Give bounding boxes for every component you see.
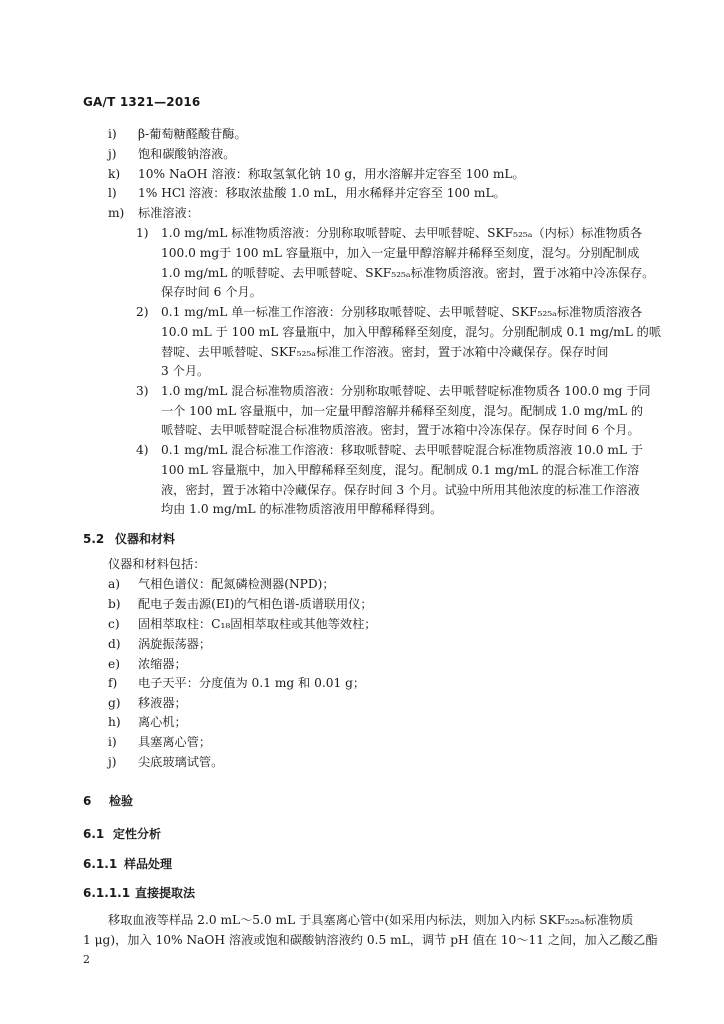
sub-item-label: 3): [136, 384, 149, 398]
list-text: 浓缩器；: [138, 657, 187, 671]
list-text: 具塞离心管；: [138, 735, 212, 749]
list-label: i): [108, 735, 117, 749]
list-label: d): [108, 637, 121, 651]
sub-item-line: 替啶、去甲哌替啶、SKF₅₂₅ₐ标准工作溶液。密封，置于冰箱中冷藏保存。保存时间: [161, 345, 609, 359]
list-label: a): [108, 577, 121, 591]
instrument-item: [108, 616, 376, 632]
list-item-i: [108, 126, 247, 142]
list-text: β-葡萄糖醛酸苷酶。: [138, 127, 247, 141]
list-label: f): [108, 676, 118, 690]
instrument-item: [108, 636, 211, 652]
instrument-item: [108, 675, 365, 691]
list-label: c): [108, 617, 120, 631]
list-label: h): [108, 715, 121, 729]
section-title: 定性分析: [113, 827, 162, 841]
section-heading-6-1-1: [83, 855, 172, 872]
list-text: 气相色谱仪：配氮磷检测器(NPD)；: [138, 577, 335, 591]
list-text: 配电子轰击源(EI)的气相色谱-质谱联用仪；: [138, 597, 373, 611]
instrument-item: [108, 695, 187, 711]
sub-item-line: 一个 100 mL 容量瓶中，加一定量甲醇溶解并稀释至刻度，混匀。配制成 1.0 mg/mL 的: [161, 404, 644, 418]
section-heading-6: [83, 792, 133, 809]
section-number: 6.1.1.1: [83, 886, 131, 900]
section-heading-6-1: [83, 825, 161, 842]
sub-item-line: 1.0 mg/mL 混合标准物质溶液：分别称取哌替啶、去甲哌替啶标准物质各 100.0 mg 于同: [161, 384, 651, 398]
instrument-item: [108, 596, 373, 612]
sub-item-line: 10.0 mL 于 100 mL 容量瓶中，加入甲醇稀释至刻度，混匀。分别配制成 0.1 mg/mL 的哌: [161, 325, 662, 339]
section-title: 样品处理: [124, 857, 173, 871]
section-title: 仪器和材料: [115, 532, 176, 546]
standard-header: GA/T 1321—2016: [83, 95, 201, 109]
section-number: 5.2: [83, 532, 105, 546]
list-label: b): [108, 597, 121, 611]
sub-item-label: 1): [136, 226, 149, 240]
sub-item-line: 1.0 mg/mL 标准物质溶液：分别称取哌替啶、去甲哌替啶、SKF₅₂₅ₐ（内标）标准物质各: [161, 226, 643, 240]
list-item-k: [108, 166, 525, 182]
page-number: 2: [83, 953, 90, 966]
list-label: k): [108, 167, 121, 181]
list-item-j: [108, 146, 236, 162]
section-number: 6.1.1: [83, 857, 118, 871]
list-text: 固相萃取柱：C₁₈固相萃取柱或其他等效柱；: [138, 617, 377, 631]
instrument-item: [108, 714, 187, 730]
list-text: 饱和碳酸钠溶液。: [138, 147, 236, 161]
sub-item-line: 1.0 mg/mL 的哌替啶、去甲哌替啶、SKF₅₂₅ₐ标准物质溶液。密封，置于冰箱中冷冻保存。: [161, 266, 655, 280]
sub-item-line: 均由 1.0 mg/mL 的标准物质溶液用甲醇稀释得到。: [161, 502, 443, 516]
sub-item-label: 4): [136, 443, 149, 457]
list-label: i): [108, 127, 117, 141]
list-label: j): [108, 147, 117, 161]
paragraph-line: 1 μg)，加入 10% NaOH 溶液或饱和碳酸钠溶液约 0.5 mL，调节 pH 值在 10～11 之间，加入乙酸乙酯: [83, 933, 658, 947]
section-title: 检验: [109, 794, 134, 808]
sub-item-line: 100.0 mg于 100 mL 容量瓶中，加入一定量甲醇溶解并稀释至刻度，混匀。分别配制成: [161, 246, 640, 260]
sub-item-line: 3 个月。: [161, 364, 210, 378]
list-label: j): [108, 755, 117, 769]
instrument-item: [108, 734, 211, 750]
list-text: 10% NaOH 溶液：称取氢氧化钠 10 g，用水溶解并定容至 100 mL。: [138, 167, 525, 181]
list-label: e): [108, 657, 120, 671]
sub-item-line: 液，密封，置于冰箱中冷藏保存。保存时间 3 个月。试验中所用其他浓度的标准工作溶液: [161, 483, 640, 497]
instrument-item: [108, 576, 335, 592]
sub-item-line: 保存时间 6 个月。: [161, 285, 262, 299]
sub-item-line: 0.1 mg/mL 单一标准工作溶液：分别移取哌替啶、去甲哌替啶、SKF₅₂₅ₐ标准物质溶液各: [161, 305, 643, 319]
list-item-m: [108, 205, 199, 221]
sub-item-line: 哌替啶、去甲哌替啶混合标准物质溶液。密封，置于冰箱中冷冻保存。保存时间 6 个月。: [161, 423, 640, 437]
list-label: m): [108, 206, 125, 220]
section-number: 6: [83, 794, 92, 808]
instrument-item: [108, 656, 187, 672]
list-text: 离心机；: [138, 715, 187, 729]
list-text: 尖底玻璃试管。: [138, 755, 224, 769]
list-text: 标准溶液：: [138, 206, 199, 220]
list-label: g): [108, 696, 121, 710]
paragraph-line: 移取血液等样品 2.0 mL～5.0 mL 于具塞离心管中(如采用内标法，则加入内标 SKF₅₂₅ₐ标准物质: [108, 913, 634, 927]
section-number: 6.1: [83, 827, 105, 841]
section-title: 直接提取法: [135, 886, 196, 900]
section-heading-5-2: [83, 530, 175, 547]
list-text: 电子天平：分度值为 0.1 mg 和 0.01 g；: [138, 676, 366, 690]
list-item-l: [108, 185, 506, 201]
instruments-intro: 仪器和材料包括：: [108, 557, 206, 571]
list-text: 涡旋振荡器；: [138, 637, 212, 651]
section-heading-6-1-1-1: [83, 884, 195, 901]
instrument-item: [108, 754, 223, 770]
sub-item-line: 0.1 mg/mL 混合标准工作溶液：移取哌替啶、去甲哌替啶混合标准物质溶液 10.0 mL 于: [161, 443, 644, 457]
list-text: 移液器；: [138, 696, 187, 710]
sub-item-line: 100 mL 容量瓶中，加入甲醇稀释至刻度，混匀。配制成 0.1 mg/mL 的混合标准工作溶: [161, 463, 640, 477]
sub-item-label: 2): [136, 305, 149, 319]
list-label: l): [108, 186, 117, 200]
list-text: 1% HCl 溶液：移取浓盐酸 1.0 mL，用水稀释并定容至 100 mL。: [138, 186, 506, 200]
